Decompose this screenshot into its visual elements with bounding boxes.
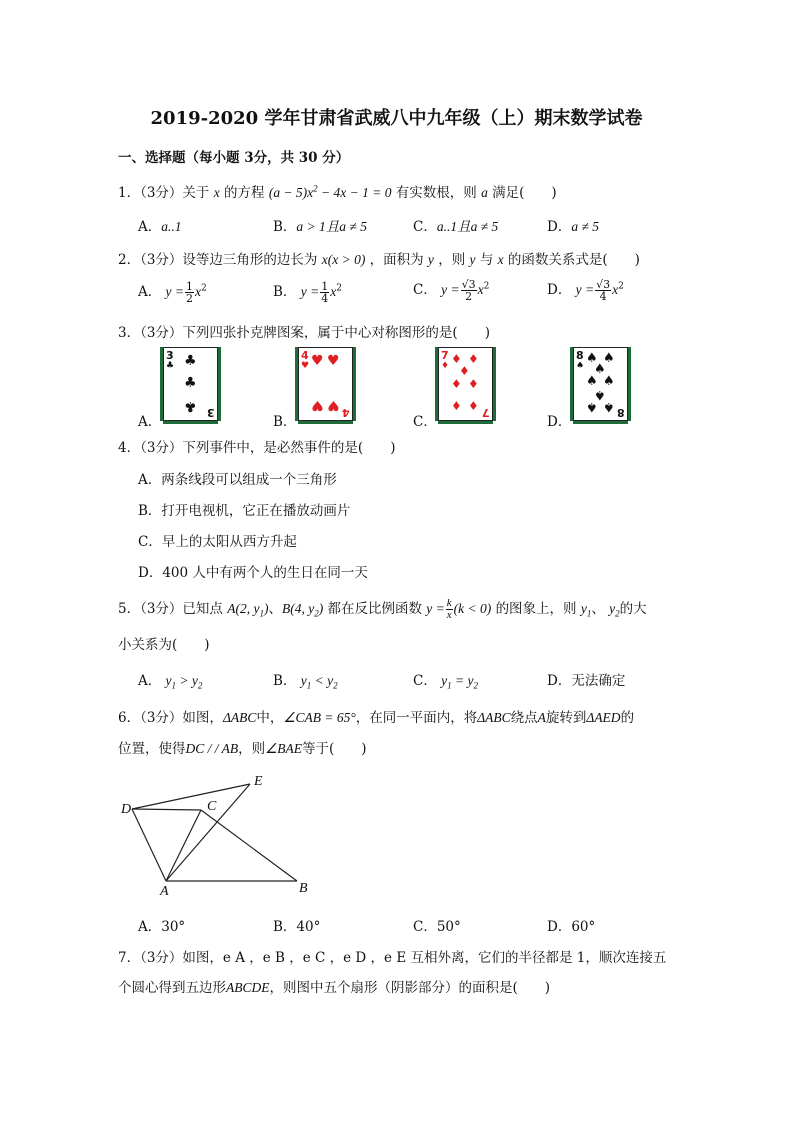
spade-icon: ♠ [586, 374, 598, 389]
q2-option-d[interactable]: D． y = $\frac{√3}{4}$ $x^2$ [547, 278, 624, 303]
diamond-icon: ♦ [451, 377, 462, 391]
card-rank: 8 [576, 349, 584, 362]
segment-dc [132, 809, 201, 810]
spade-icon: ♠ [586, 399, 598, 414]
diamond-icon: ♦ [459, 364, 470, 378]
heart-icon: ♥ [327, 397, 340, 413]
q3-option-c-label[interactable]: C． [413, 414, 437, 430]
q4-option-a[interactable]: A．两条线段可以组成一个三角形 [138, 472, 337, 488]
question-2-stem: 2．（3分）设等边三角形的边长为 x(x > 0) ，面积为 y ，则 y 与 x 的函数关系式是( ) [118, 252, 640, 268]
q1-option-d[interactable]: D．a ≠ 5 [547, 219, 599, 235]
card-rank: 4 [342, 406, 350, 419]
q3-card-spades-8[interactable] [573, 347, 628, 421]
question-6-stem-line2: 位置，使得DC / / AB，则∠BAE等于( ) [118, 741, 367, 757]
card-rank: 4 [301, 349, 309, 362]
label-a: A [160, 884, 169, 899]
q3-card-clubs-3[interactable] [163, 347, 218, 421]
heart-icon: ♥ [311, 397, 324, 413]
question-3-stem: 3．（3分）下列四张扑克牌图案，属于中心对称图形的是( ) [118, 325, 490, 341]
spade-icon: ♠ [594, 362, 606, 377]
heart-icon: ♥ [301, 361, 310, 371]
q5-option-b[interactable]: B． $y_1 < y_2$ [273, 673, 338, 691]
q5-option-c[interactable]: C． $y_1 = y_2$ [413, 673, 479, 691]
q6-option-b[interactable]: B．40° [273, 919, 321, 935]
q5-option-a[interactable]: A． $y_1 > y_2$ [138, 673, 203, 691]
segment-da [132, 809, 166, 881]
q1-var-a: a [481, 185, 488, 200]
spade-icon: ♠ [603, 374, 615, 389]
q6-rotation-diagram [110, 765, 330, 905]
q3-option-d-label[interactable]: D． [547, 414, 572, 430]
exam-title: 2019-2020 学年甘肃省武威八中九年级（上）期末数学试卷 [150, 108, 643, 129]
diamond-icon: ♦ [468, 352, 479, 366]
q4-option-d[interactable]: D．400 人中有两个人的生日在同一天 [138, 565, 368, 581]
diamond-icon: ♦ [468, 377, 479, 391]
section-heading: 一、选择题（每小题 3分，共 30 分） [118, 150, 350, 166]
q1-equation: $(a - 5)x^2 - 4x - 1 = 0$ [268, 183, 392, 200]
club-icon: ♣ [184, 398, 197, 414]
diamond-icon: ♦ [451, 352, 462, 366]
q6-option-a[interactable]: A．30° [138, 919, 186, 935]
label-e: E [254, 774, 263, 789]
question-4-stem: 4．（3分）下列事件中，是必然事件的是( ) [118, 440, 396, 456]
label-c: C [207, 799, 217, 814]
q1-text: 有实数根，则 [395, 185, 477, 201]
question-7-stem-line1: 7．（3分）如图，e A ，e B ，e C ，e D ，e E 互相外离，它们的半径都是 1，顺次连接五 [118, 950, 667, 966]
club-icon: ♣ [184, 353, 197, 369]
q1-var-x: x [213, 185, 220, 200]
q1-text: 1．（3分）关于 [118, 185, 210, 201]
q2-option-c[interactable]: C． y = $\frac{√3}{2}$ $x^2$ [413, 278, 490, 303]
heart-icon: ♥ [327, 353, 340, 369]
q4-option-b[interactable]: B．打开电视机，它正在播放动画片 [138, 503, 351, 519]
card-rank: 8 [617, 406, 625, 419]
diamond-icon: ♦ [451, 399, 462, 413]
q1-text: 满足( ) [492, 185, 557, 201]
card-rank: 7 [482, 406, 490, 419]
spade-icon: ♠ [603, 399, 615, 414]
question-1-stem [118, 181, 557, 201]
diamond-icon: ♦ [441, 361, 450, 371]
club-icon: ♣ [184, 375, 197, 391]
q1-option-c[interactable]: C．a..1且a ≠ 5 [413, 219, 499, 235]
card-rank: 3 [166, 349, 174, 362]
card-rank: 3 [207, 406, 215, 419]
q3-option-a-label[interactable]: A． [138, 414, 162, 430]
question-7-stem-line2: 个圆心得到五边形ABCDE，则图中五个扇形（阴影部分）的面积是( ) [118, 980, 551, 996]
q3-card-diamonds-7[interactable] [438, 347, 493, 421]
q2-option-b[interactable]: B． y = $\frac{1}{4}$ $x^2$ [273, 280, 342, 305]
q2-option-a[interactable]: A． y = $\frac{1}{2}$ $x^2$ [138, 280, 207, 305]
spade-icon: ♠ [594, 387, 606, 402]
spade-icon: ♠ [576, 361, 585, 371]
segment-cb [201, 810, 297, 881]
q3-card-hearts-4[interactable] [298, 347, 353, 421]
segment-ac [166, 810, 201, 881]
spade-icon: ♠ [586, 351, 598, 366]
question-6-stem-line1: 6．（3分）如图，ΔABC中，∠CAB = 65°，在同一平面内，将ΔABC绕点A旋转到ΔAED的 [118, 710, 635, 726]
diamond-icon: ♦ [468, 399, 479, 413]
q1-option-a[interactable]: A．a..1 [138, 219, 182, 235]
q1-option-b[interactable]: B．a > 1且a ≠ 5 [273, 219, 367, 235]
label-b: B [299, 881, 308, 896]
question-5-stem-line1: 5．（3分）已知点 A(2, $y_1$)、B(4, $y_2$) 都在反比例函数 y = $\frac{k}{x}$ (k < 0) 的图象上，则 $y_1$、 $y_2$的大 [118, 597, 647, 621]
heart-icon: ♥ [311, 353, 324, 369]
spade-icon: ♠ [603, 351, 615, 366]
q4-option-c[interactable]: C．早上的太阳从西方升起 [138, 534, 297, 550]
q6-option-d[interactable]: D．60° [547, 919, 596, 935]
q1-text: 的方程 [224, 185, 265, 201]
label-d: D [121, 802, 132, 817]
q3-option-b-label[interactable]: B． [273, 414, 297, 430]
q5-option-d[interactable]: D．无法确定 [547, 673, 626, 689]
card-rank: 7 [441, 349, 449, 362]
club-icon: ♣ [166, 361, 175, 371]
question-5-stem-line2: 小关系为( ) [118, 637, 210, 653]
q6-option-c[interactable]: C．50° [413, 919, 461, 935]
